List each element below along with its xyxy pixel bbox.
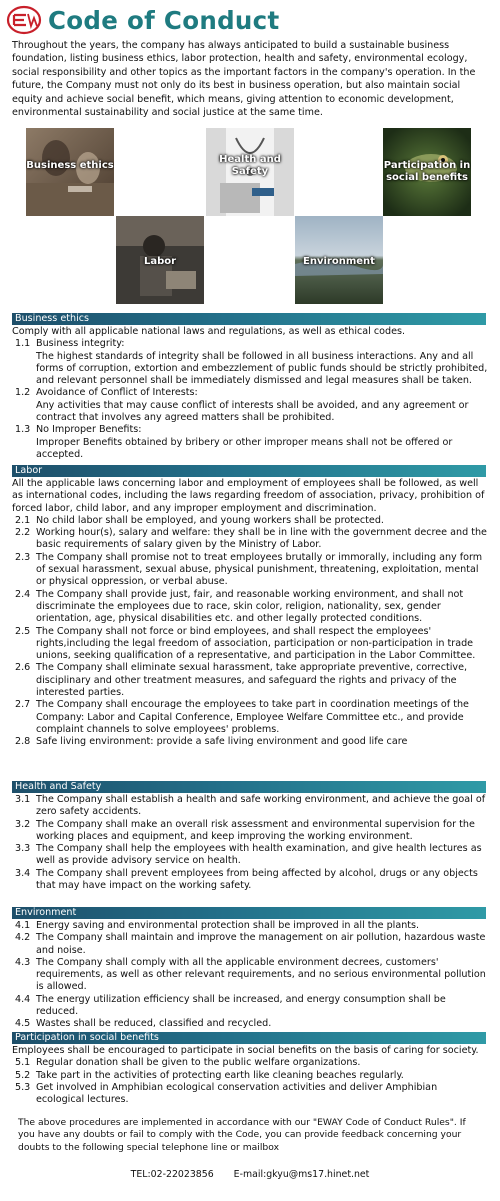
- list-item: 4.5 Wastes shall be reduced, classified and recycled.: [15, 1018, 272, 1030]
- list-item: 3.1 The Company shall establish a health and safe working environment, and achieve the goal of zero safety accidents.: [15, 794, 486, 818]
- section-header-participation: Participation in social benefits: [12, 1032, 486, 1044]
- section-participation: [12, 1045, 488, 1106]
- footer-note: The above procedures are implemented in accordance with our "EWAY Code of Conduct Rules". If you have any doubts or fail to comply with the Code, you can provide feedback concerning your doubts to the following special telephone line or mailbox: [18, 1117, 466, 1153]
- contact-line: [0, 1169, 500, 1180]
- list-item-body: Any activities that may cause conflict of interests shall be avoided, and any agreement or contract that involves any agreed matters shall be prohibited.: [36, 399, 469, 424]
- business-meeting-photo: [26, 128, 114, 216]
- list-item: 1.3 No Improper Benefits:: [15, 424, 142, 436]
- tile-labor: [116, 216, 204, 304]
- list-item: 3.3 The Company shall help the employees with health examination, and give health lectures as well as provide advisory service on health.: [15, 843, 482, 867]
- page-header: [6, 2, 279, 38]
- tile-labor-label: Labor: [143, 256, 177, 267]
- list-item: 1.1 Business integrity:: [15, 338, 125, 350]
- tile-environment-label: Environment: [303, 256, 375, 267]
- company-logo: [6, 5, 42, 35]
- list-item: 3.2 The Company shall make an overall risk assessment and environmental supervision for the working places and equipment, and keep improving the working environment.: [15, 818, 475, 842]
- section-lead: All the applicable laws concerning labor and employment of employees shall be followed, as well as international codes, including the laws regarding freedom of association, privacy, prohibition of forced labor, child labor, and any improper employment and discrimination.: [12, 478, 485, 514]
- tile-participation: [383, 128, 471, 216]
- section-header-labor: Labor: [12, 465, 486, 477]
- list-item: 5.1 Regular donation shall be given to the public welfare organizations.: [15, 1057, 361, 1069]
- tile-business-ethics: [26, 128, 114, 216]
- list-item: 2.3 The Company shall promise not to treat employees brutally or immorally, including any form of sexual harassment, sexual abuse, physical punishment, threatening, exploitation, mental or physical oppression, or verbal abuse.: [15, 551, 483, 588]
- list-item: 3.4 The Company shall prevent employees from being affected by alcohol, drugs or any objects that may have impact on the working safety.: [15, 867, 478, 892]
- section-lead: Employees shall be encouraged to participate in social benefits on the basis of caring for society.: [12, 1045, 479, 1056]
- intro-paragraph: Throughout the years, the company has always anticipated to build a sustainable business foundation, listing business ethics, labor protection, health and safety, environmental ecology, social responsibility and other topics as the important factors in the company's operation. In the future, the Company must not only do its best in business operation, but also maintain social equity and achieve social benefit, which means, giving attention to economic development, environmental sustainability and social justice at the same time.: [12, 40, 476, 119]
- section-lead: Comply with all applicable national laws and regulations, as well as ethical codes.: [12, 326, 406, 337]
- list-item: 2.8 Safe living environment: provide a safe living environment and good life care: [15, 736, 408, 748]
- telephone: TEL:02-22023856: [130, 1169, 214, 1180]
- list-item: 2.5 The Company shall not force or bind employees, and shall respect the employees' rights,including the legal freedom of association, participation or non-participation in trade unions, seeking qualification of a representative, and participation in the Labor Committee.: [15, 625, 476, 662]
- tile-participation-label: Participation in social benefits: [383, 160, 471, 183]
- list-item: 5.3 Get involved in Amphibian ecological conservation activities and deliver Amphibian ecological lectures.: [15, 1081, 438, 1106]
- list-item: 4.1 Energy saving and environmental protection shall be improved in all the plants.: [15, 920, 420, 931]
- list-item-body: The highest standards of integrity shall be followed in all business interactions. Any and all forms of corruption, extortion and embezzlement of public funds should be strictly prohibited, and relevant personnel shall be immediately dismissed and legal measures shall be taken.: [36, 350, 488, 387]
- list-item: 4.3 The Company shall comply with all the applicable environment decrees, customers' requirements, as well as other relevant requirements, and no serious environmental pollution is allowed.: [15, 956, 486, 993]
- section-header-health-safety: Health and Safety: [12, 781, 486, 793]
- section-environment: [12, 920, 488, 1031]
- list-item: 2.2 Working hour(s), salary and welfare: they shall be in line with the government decree and the basic requirements of salary given by the Ministry of Labor.: [15, 527, 487, 551]
- tile-health-safety-label: Health and Safety: [219, 154, 281, 177]
- list-item: 4.2 The Company shall maintain and improve the management on air pollution, hazardous waste and noise.: [15, 932, 486, 956]
- tile-environment: [295, 216, 383, 304]
- list-item: 2.1 No child labor shall be employed, and young workers shall be protected.: [15, 514, 384, 526]
- page-title: Code of Conduct: [48, 5, 280, 35]
- email-link[interactable]: E-mail:gkyu@ms17.hinet.net: [233, 1169, 370, 1180]
- list-item: 2.6 The Company shall eliminate sexual harassment, take appropriate preventive, corrective, disciplinary and other treatment measures, and safeguard the rights and privacy of the interested parties.: [15, 662, 468, 699]
- list-item: 2.4 The Company shall provide just, fair, and reasonable working environment, and shall not discriminate the employees due to race, skin color, religion, nationality, sex, gender orientation, age, physical disabilities etc. and other legally protected conditions.: [15, 588, 464, 625]
- section-header-business-ethics: Business ethics: [12, 313, 486, 325]
- tile-health-safety: [206, 128, 294, 216]
- list-item: 1.2 Avoidance of Conflict of Interests:: [15, 387, 198, 399]
- list-item: 5.2 Take part in the activities of protecting earth like cleaning beaches regularly.: [15, 1069, 404, 1081]
- section-health-safety: [12, 794, 488, 892]
- tile-business-ethics-label: Business ethics: [26, 160, 114, 171]
- list-item-body: Improper Benefits obtained by bribery or other improper means shall not be offered or accepted.: [36, 436, 453, 460]
- section-labor: [12, 478, 488, 749]
- section-header-environment: Environment: [12, 907, 486, 919]
- section-business-ethics: [12, 326, 488, 461]
- list-item: 2.7 The Company shall encourage the employees to take part in coordination meetings of the Company: Labor and Capital Conference, Employee Welfare Committee etc., and provide complaint channels to solve employees' problems.: [15, 699, 469, 735]
- list-item: 4.4 The energy utilization efficiency shall be increased, and energy consumption shall be reduced.: [15, 993, 446, 1018]
